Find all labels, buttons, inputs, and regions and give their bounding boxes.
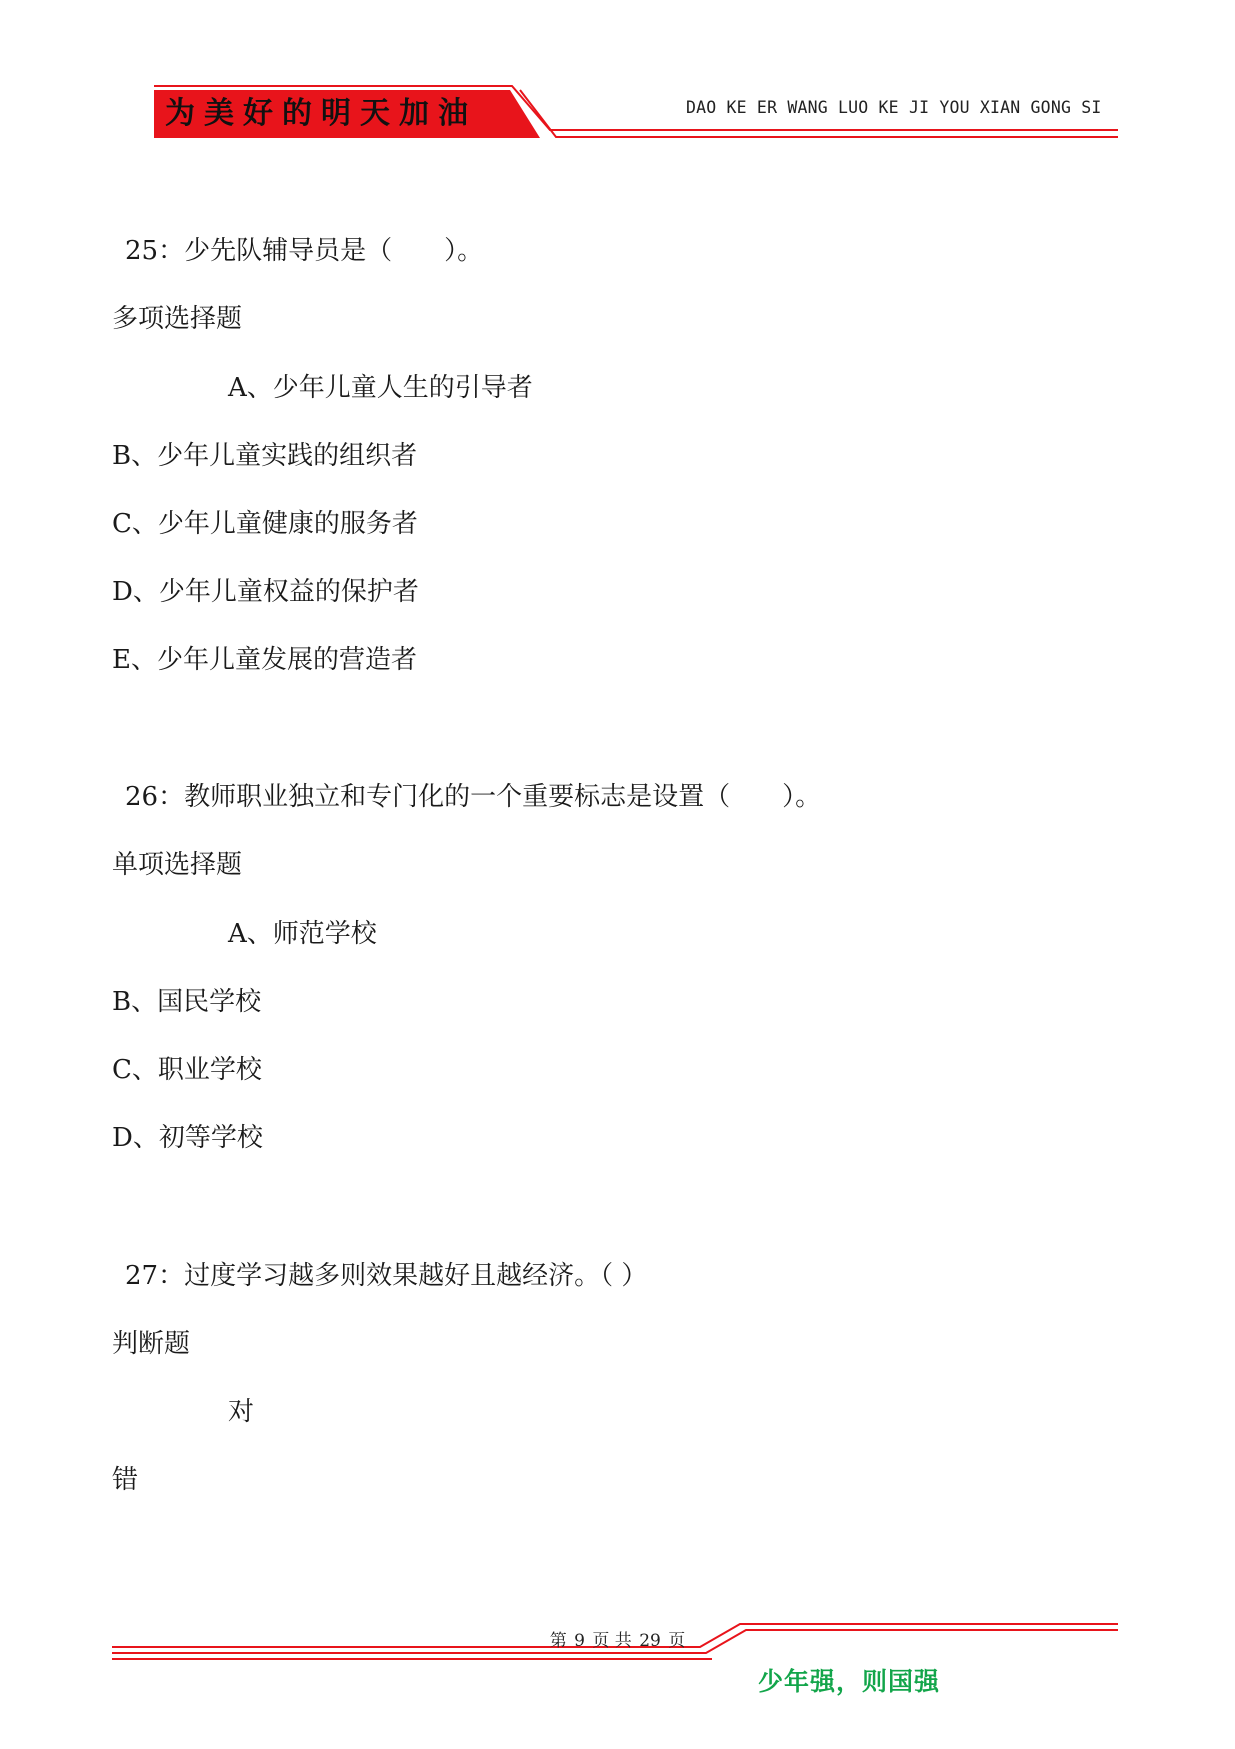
footer-decoration bbox=[0, 1600, 1235, 1749]
question-25-option-e[interactable]: E、少年儿童发展的营造者 bbox=[112, 645, 417, 675]
banner-title: 为美好的明天加油 bbox=[165, 96, 477, 131]
page-current: 9 bbox=[574, 1631, 585, 1651]
question-26-option-a[interactable]: A、师范学校 bbox=[228, 919, 377, 949]
page-number bbox=[0, 1626, 1235, 1651]
question-25-stem: 25：少先队辅导员是（ ）。 bbox=[125, 236, 484, 266]
question-26-stem: 26：教师职业独立和专门化的一个重要标志是设置（ ）。 bbox=[125, 782, 822, 812]
footer-slogan: 少年强，则国强 bbox=[758, 1667, 941, 1696]
question-26-option-c[interactable]: C、职业学校 bbox=[112, 1055, 262, 1085]
question-27-option-false[interactable]: 错 bbox=[112, 1465, 139, 1495]
question-27-option-true[interactable]: 对 bbox=[228, 1397, 255, 1427]
page-header bbox=[0, 0, 1235, 150]
page-total: 29 bbox=[639, 1631, 661, 1651]
company-name: DAO KE ER WANG LUO KE JI YOU XIAN GONG SI bbox=[686, 98, 1102, 117]
question-26-type: 单项选择题 bbox=[112, 850, 243, 880]
question-25-option-a[interactable]: A、少年儿童人生的引导者 bbox=[228, 373, 533, 403]
question-27-stem: 27：过度学习越多则效果越好且越经济。（ ） bbox=[125, 1261, 648, 1291]
question-25-type: 多项选择题 bbox=[112, 304, 243, 334]
page-mid: 页 共 bbox=[592, 1631, 632, 1651]
question-27-type: 判断题 bbox=[112, 1329, 191, 1359]
question-25-option-c[interactable]: C、少年儿童健康的服务者 bbox=[112, 509, 418, 539]
page-footer bbox=[0, 1600, 1235, 1749]
page-prefix: 第 bbox=[549, 1631, 567, 1651]
question-26-option-b[interactable]: B、国民学校 bbox=[112, 987, 262, 1017]
question-25-option-d[interactable]: D、少年儿童权益的保护者 bbox=[112, 577, 419, 607]
page-suffix: 页 bbox=[668, 1631, 686, 1651]
question-26-option-d[interactable]: D、初等学校 bbox=[112, 1123, 263, 1153]
question-25-option-b[interactable]: B、少年儿童实践的组织者 bbox=[112, 441, 418, 471]
